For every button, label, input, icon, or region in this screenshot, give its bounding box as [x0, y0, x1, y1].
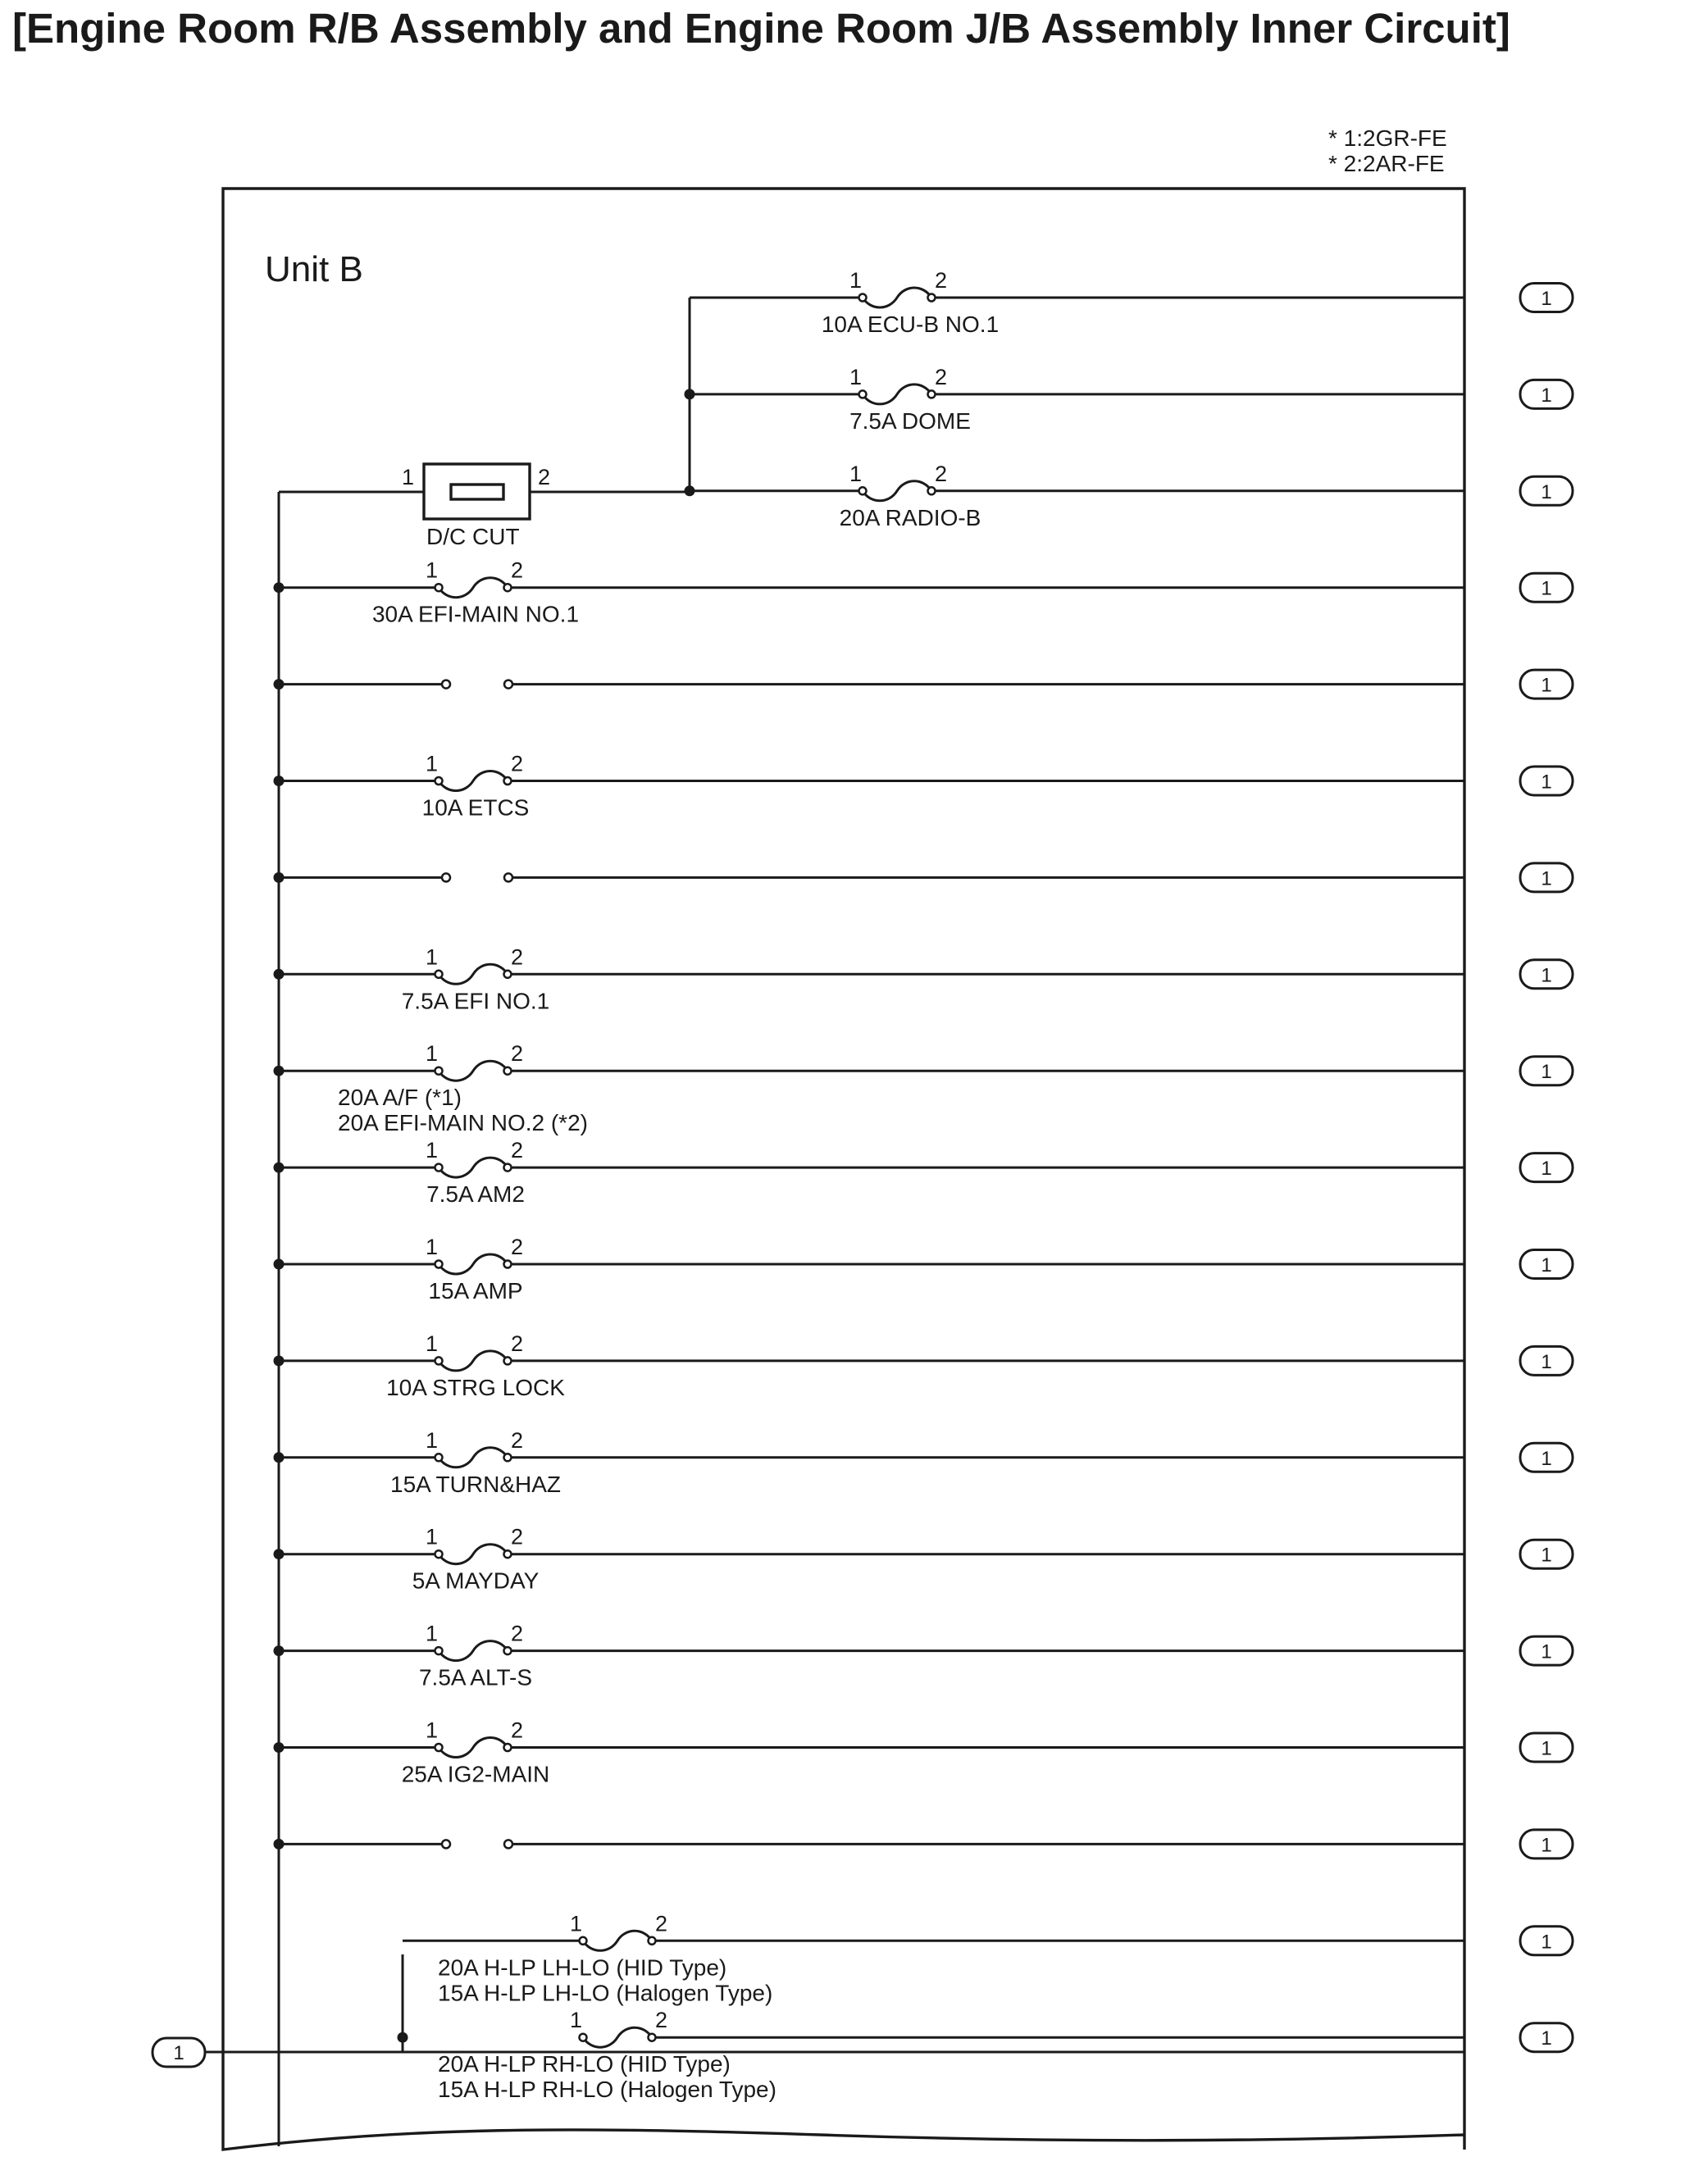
junction-dot [274, 1163, 285, 1173]
circuit-row-12 [274, 1331, 1573, 1400]
fuse-icon [439, 964, 508, 984]
fuse-terminal-1 [435, 584, 443, 591]
fuse-pin-2: 2 [511, 1524, 524, 1549]
junction-dot [274, 1066, 285, 1076]
fuse-terminal-1 [435, 1647, 443, 1654]
junction-dot [274, 1452, 285, 1463]
fuse-pin-1: 1 [426, 944, 439, 970]
input-connector-number: 1 [173, 2042, 184, 2064]
open-terminal-1 [442, 873, 450, 881]
fuse-icon [439, 1641, 508, 1661]
circuit-row-3 [685, 462, 1573, 530]
connector-number: 1 [1541, 577, 1552, 600]
fuse-icon [439, 1351, 508, 1371]
fuse-terminal-2 [504, 1454, 512, 1461]
fuse-terminal-2 [928, 390, 936, 398]
relay-label: D/C CUT [426, 524, 520, 549]
fuse-icon [439, 1545, 508, 1564]
relay-pin-1: 1 [402, 465, 415, 489]
circuit-row-4 [274, 558, 1573, 627]
fuse-label: 15A H-LP LH-LO (Halogen Type) [438, 1980, 773, 2006]
circuit-row-7 [274, 863, 1573, 892]
connector-number: 1 [1541, 1834, 1552, 1857]
circuit-row-17 [274, 1830, 1573, 1859]
connector-number: 1 [1541, 288, 1552, 310]
fuse-pin-1: 1 [570, 1911, 583, 1936]
fuse-label: 15A TURN&HAZ [390, 1471, 561, 1497]
connector-number: 1 [1541, 2027, 1552, 2050]
circuit-row-10 [274, 1138, 1573, 1207]
fuse-pin-1: 1 [849, 364, 863, 389]
fuse-pin-2: 2 [511, 557, 524, 583]
fuse-terminal-1 [435, 1357, 443, 1364]
fuse-pin-2: 2 [511, 1621, 524, 1646]
connector-number: 1 [1541, 1350, 1552, 1373]
fuse-pin-2: 2 [655, 1911, 668, 1936]
fuse-terminal-1 [435, 1744, 443, 1751]
fuse-icon [439, 771, 508, 791]
fuse-icon [863, 481, 931, 501]
connector-number: 1 [1541, 964, 1552, 987]
unit-label: Unit B [265, 249, 363, 289]
circuit-row-18 [403, 1911, 1573, 2005]
fuse-label: 7.5A DOME [849, 407, 971, 434]
fuse-terminal-2 [504, 1067, 512, 1075]
junction-dot [274, 582, 285, 593]
fuse-terminal-2 [504, 971, 512, 978]
diagram-title: [Engine Room R/B Assembly and Engine Room J/B Assembly Inner Circuit] [12, 5, 1510, 52]
fuse-icon [439, 1254, 508, 1274]
bus-wiring [205, 298, 1464, 2146]
junction-dot [685, 485, 695, 496]
fuse-pin-2: 2 [935, 461, 948, 486]
fuse-pin-1: 1 [426, 1621, 439, 1646]
fuse-terminal-2 [649, 2034, 656, 2041]
junction-dot [274, 1839, 285, 1850]
fuse-terminal-2 [504, 1647, 512, 1654]
fuse-terminal-2 [928, 487, 936, 494]
fuse-pin-1: 1 [426, 557, 439, 583]
fuse-terminal-1 [435, 971, 443, 978]
circuit-row-13 [274, 1428, 1573, 1497]
fuse-pin-2: 2 [511, 944, 524, 970]
fuse-pin-1: 1 [426, 1718, 439, 1743]
fuse-label: 25A IG2-MAIN [401, 1761, 550, 1787]
fuse-pin-1: 1 [426, 1041, 439, 1067]
junction-dot [274, 1549, 285, 1559]
fuse-icon [863, 384, 931, 404]
fuse-label: 5A MAYDAY [412, 1567, 540, 1594]
circuit-row-15 [274, 1622, 1573, 1690]
fuse-pin-1: 1 [849, 461, 863, 486]
fuse-pin-1: 1 [426, 1427, 439, 1453]
fuse-pin-2: 2 [511, 1041, 524, 1067]
fuse-label: 20A RADIO-B [839, 504, 981, 530]
junction-dot [274, 1742, 285, 1753]
circuit-row-14 [274, 1525, 1573, 1594]
fuse-icon [439, 1158, 508, 1177]
fuse-terminal-2 [504, 777, 512, 785]
fuse-pin-2: 2 [935, 364, 948, 389]
connector-number: 1 [1541, 384, 1552, 407]
fuse-icon [863, 288, 931, 307]
relay-fuse-element [451, 485, 503, 499]
fuse-label: 10A ETCS [421, 794, 530, 821]
relay-pin-2: 2 [538, 465, 551, 489]
fuse-pin-1: 1 [849, 268, 863, 293]
junction-dot [274, 1355, 285, 1366]
fuse-terminal-2 [504, 584, 512, 591]
fuse-pin-2: 2 [511, 1718, 524, 1743]
fuse-pin-2: 2 [935, 268, 948, 293]
fuse-terminal-2 [504, 1261, 512, 1268]
open-terminal-1 [442, 1840, 450, 1848]
fuse-terminal-1 [435, 1164, 443, 1172]
fuse-pin-2: 2 [511, 1427, 524, 1453]
junction-dot [274, 872, 285, 883]
fuse-label: 20A EFI-MAIN NO.2 (*2) [338, 1110, 588, 1136]
connector-number: 1 [1541, 867, 1552, 890]
junction-dot [274, 969, 285, 980]
fuse-terminal-1 [435, 1454, 443, 1461]
fuse-pin-1: 1 [426, 751, 439, 776]
fuse-label: 7.5A AM2 [426, 1181, 525, 1208]
fuse-label: 15A AMP [428, 1278, 523, 1304]
connector-number: 1 [1541, 674, 1552, 697]
input-connector [153, 2038, 205, 2067]
fuse-terminal-2 [504, 1164, 512, 1172]
connector-number: 1 [1541, 1737, 1552, 1760]
open-terminal-2 [504, 873, 512, 881]
fuse-icon [583, 1931, 652, 1950]
fuse-label: 7.5A EFI NO.1 [401, 988, 550, 1014]
fuse-label: 30A EFI-MAIN NO.1 [371, 601, 580, 627]
fuse-pin-2: 2 [511, 1331, 524, 1356]
fuse-pin-1: 1 [570, 2008, 583, 2033]
fuse-pin-1: 1 [426, 1524, 439, 1549]
fuse-pin-1: 1 [426, 1331, 439, 1356]
connector-number: 1 [1541, 1544, 1552, 1567]
fuse-terminal-2 [928, 294, 936, 302]
circuit-row-11 [274, 1235, 1573, 1304]
circuit-row-16 [274, 1718, 1573, 1787]
fuse-pin-1: 1 [426, 1235, 439, 1259]
fuse-icon [439, 1738, 508, 1758]
fuse-terminal-2 [504, 1744, 512, 1751]
fuse-terminal-1 [435, 1261, 443, 1268]
connector-number: 1 [1541, 1061, 1552, 1084]
fuse-terminal-2 [649, 1937, 656, 1945]
circuit-row-6 [274, 752, 1573, 821]
junction-dot [274, 1645, 285, 1656]
relay-body [424, 464, 530, 519]
fuse-pin-1: 1 [426, 1138, 439, 1163]
fuse-terminal-1 [435, 1550, 443, 1558]
connector-number: 1 [1541, 1447, 1552, 1470]
fuse-terminal-1 [859, 487, 867, 494]
circuit-row-1 [690, 268, 1573, 337]
connector-number: 1 [1541, 1158, 1552, 1181]
fuse-icon [439, 578, 508, 598]
circuit-row-19 [398, 2008, 1573, 2102]
circuit-row-5 [274, 670, 1573, 698]
relay-dc-cut [402, 464, 550, 549]
connector-number: 1 [1541, 1254, 1552, 1276]
fuse-label: 10A ECU-B NO.1 [821, 312, 1000, 337]
circuit-row-9 [274, 1041, 1573, 1135]
connector-number: 1 [1541, 480, 1552, 503]
fuse-terminal-1 [435, 1067, 443, 1075]
note-2: * 2:2AR-FE [1328, 151, 1445, 176]
fuse-label: 7.5A ALT-S [418, 1664, 533, 1690]
fuse-terminal-1 [859, 390, 867, 398]
fuse-label: 20A A/F (*1) [338, 1085, 462, 1111]
junction-dot [685, 389, 695, 399]
fuse-terminal-1 [859, 294, 867, 302]
fuse-label: 10A STRG LOCK [386, 1374, 565, 1400]
fuse-terminal-1 [580, 1937, 587, 1945]
fuse-icon [583, 2027, 652, 2047]
fuse-label: 20A H-LP RH-LO (HID Type) [438, 2051, 731, 2077]
circuit-row-8 [274, 944, 1573, 1013]
fuse-pin-2: 2 [511, 1235, 524, 1259]
fuse-terminal-2 [504, 1550, 512, 1558]
fuse-terminal-2 [504, 1357, 512, 1364]
fuse-icon [439, 1448, 508, 1467]
fuse-icon [439, 1061, 508, 1081]
fuse-label: 15A H-LP RH-LO (Halogen Type) [438, 2077, 776, 2103]
fuse-terminal-1 [580, 2034, 587, 2041]
junction-dot [274, 679, 285, 689]
note-1: * 1:2GR-FE [1328, 125, 1447, 151]
fuse-terminal-1 [435, 777, 443, 785]
open-terminal-2 [504, 680, 512, 689]
junction-dot [274, 1259, 285, 1270]
fuse-label: 20A H-LP LH-LO (HID Type) [438, 1954, 727, 1981]
circuit-row-2 [685, 365, 1573, 434]
connector-number: 1 [1541, 1931, 1552, 1954]
open-terminal-1 [442, 680, 450, 689]
fuse-pin-2: 2 [511, 751, 524, 776]
fuse-pin-2: 2 [511, 1138, 524, 1163]
open-terminal-2 [504, 1840, 512, 1848]
fuse-pin-2: 2 [655, 2008, 668, 2033]
connector-number: 1 [1541, 1640, 1552, 1663]
junction-dot [274, 776, 285, 786]
junction-dot [398, 2032, 408, 2043]
connector-number: 1 [1541, 771, 1552, 794]
